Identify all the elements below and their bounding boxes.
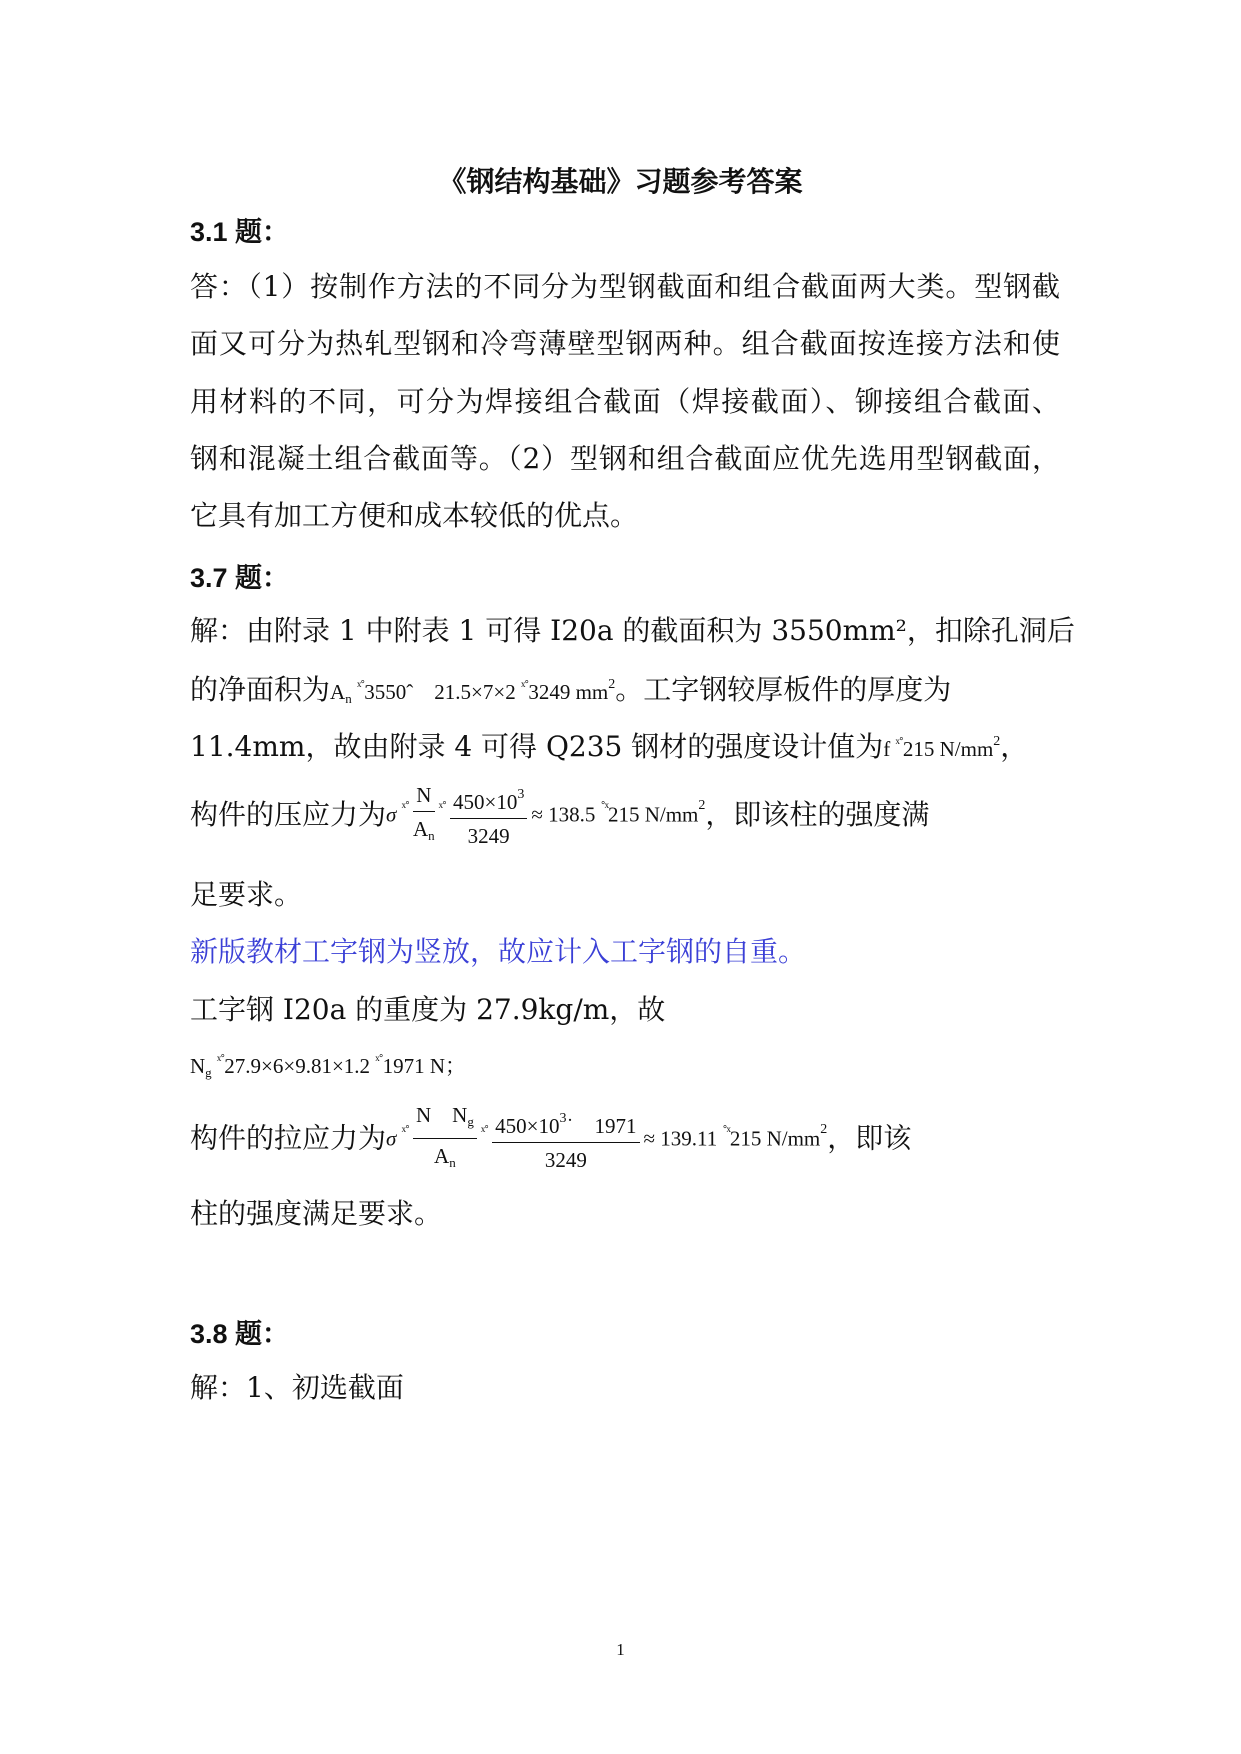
fraction-denominator [413,812,435,849]
q37-line-2 [190,668,1060,708]
compressive-stress-formula [386,783,706,848]
q31-line-1: 答：（1）按制作方法的不同分为型钢截面和组合截面两大类。型钢截 [190,270,1060,303]
fraction-values [492,1106,639,1173]
fraction-numerator [492,1106,639,1143]
design-strength-formula [883,734,1001,761]
equals-glyph: ˣ˚ [216,1053,225,1069]
fraction-denominator [413,1139,477,1176]
symbol-a: A [330,680,346,704]
equals-glyph: ˣ˚ [401,800,409,817]
fraction-forces [413,1102,477,1176]
fraction-numerator: N [413,782,435,812]
equals-glyph: ˣ˚ [438,800,446,817]
subscript-g: g [467,1114,474,1129]
less-than-glyph: ˚ˣ [722,1123,730,1140]
limit-value: 215 N/mm [729,1126,821,1151]
subscript-n: n [428,828,435,843]
fraction-denominator: 3249 [544,1147,587,1172]
design-strength-value: 215 N/mm [902,737,994,761]
fraction-values [450,782,527,849]
q31-line-3: 用材料的不同，可分为焊接组合截面（焊接截面）、铆接组合截面、 [190,385,1060,418]
less-than-glyph: ˚ˣ [600,800,608,817]
q38-line-1: 解：1、初选截面 [190,1371,404,1404]
q37-line-2-suffix: 。工字钢较厚板件的厚度为 [615,673,952,706]
net-area-expression: 3550ˆ 21.5×7×2 [364,680,516,704]
superscript: 2 [698,798,706,814]
blue-note: 新版教材工字钢为竖放，故应计入工字钢的自重。 [190,935,807,968]
q31-line-5: 它具有加工方便和成本较低的优点。 [190,499,639,532]
equals-glyph: ˣ˚ [375,1053,383,1069]
numerator-value: N N [415,1103,468,1127]
superscript: 2 [820,1121,828,1137]
subscript-n: n [449,1155,456,1170]
symbol-sigma: σ [386,803,397,827]
q31-line-4: 钢和混凝土组合截面等。（2）型钢和组合截面应优先选用型钢截面， [190,442,1060,475]
numerator-value: 450×10 [452,790,518,814]
numerator-tail: ˙ 1971 [566,1113,637,1138]
superscript: 2 [993,734,1001,749]
equals-glyph: ˣ˚ [356,679,365,695]
fraction-denominator: 3249 [467,824,510,848]
q37-line-3 [190,725,1060,765]
q37-line-4 [190,782,1060,849]
q37-line-5: 足要求。 [190,878,303,911]
superscript: 3 [517,787,525,802]
tensile-suffix: ，即该 [827,1121,912,1155]
superscript: 2 [608,677,616,692]
numerator-value: 450×10 [495,1113,560,1138]
subscript-g: g [205,1065,212,1080]
self-weight-formula [190,1050,1060,1081]
heading-3-8: 3.8 题： [190,1319,290,1349]
heading-3-7: 3.7 题： [190,563,290,593]
fraction-numerator [450,782,527,819]
equals-glyph: ˣ˚ [401,1123,409,1140]
tensile-conclusion: 柱的强度满足要求。 [190,1197,443,1230]
fraction-n-over-an [413,782,435,849]
equals-glyph: ˣ˚ [895,736,903,752]
limit-value: 215 N/mm [607,803,699,827]
symbol-a: A [412,817,429,841]
symbol-sigma: σ [386,1126,397,1151]
weight-line: 工字钢 I20a 的重度为 27.9kg/m，故 [190,993,666,1026]
q31-line-2: 面又可分为热轧型钢和冷弯薄壁型钢两种。组合截面按连接方法和使 [190,327,1060,360]
page-number: 1 [616,1640,625,1659]
tensile-stress-line [190,1102,1060,1176]
net-area-formula [330,677,616,706]
superscript: 3 [559,1110,567,1126]
self-weight-result: 1971 N； [382,1054,467,1078]
symbol-f: f [883,737,891,761]
equals-glyph: ˣ˚ [480,1123,489,1140]
subscript-n: n [345,691,352,706]
tensile-stress-formula [386,1103,828,1172]
approx-result: ≈ 138.5 [531,803,596,827]
symbol-n: N [190,1054,206,1078]
q37-line-4-suffix: ，即该柱的强度满 [705,797,930,831]
q37-line-1: 解：由附录 1 中附表 1 可得 I20a 的截面积为 3550mm²，扣除孔洞后 [190,614,1075,647]
self-weight-expression: 27.9×6×9.81×1.2 [224,1054,371,1078]
heading-3-1: 3.1 题： [190,217,290,247]
q37-line-4-prefix: 构件的压应力为 [190,797,387,831]
net-area-result: 3249 mm [528,680,609,704]
q37-line-3-suffix: ， [1000,730,1029,763]
document-title: 《钢结构基础》习题参考答案 [438,165,803,198]
approx-result: ≈ 139.11 [643,1126,718,1151]
q37-line-2-prefix: 的净面积为 [190,673,331,706]
symbol-a: A [434,1144,450,1168]
equals-glyph: ˣ˚ [520,679,529,695]
q37-line-3-prefix: 11.4mm，故由附录 4 可得 Q235 钢材的强度设计值为 [190,730,884,763]
tensile-prefix: 构件的拉应力为 [190,1121,387,1155]
fraction-numerator [413,1102,477,1139]
